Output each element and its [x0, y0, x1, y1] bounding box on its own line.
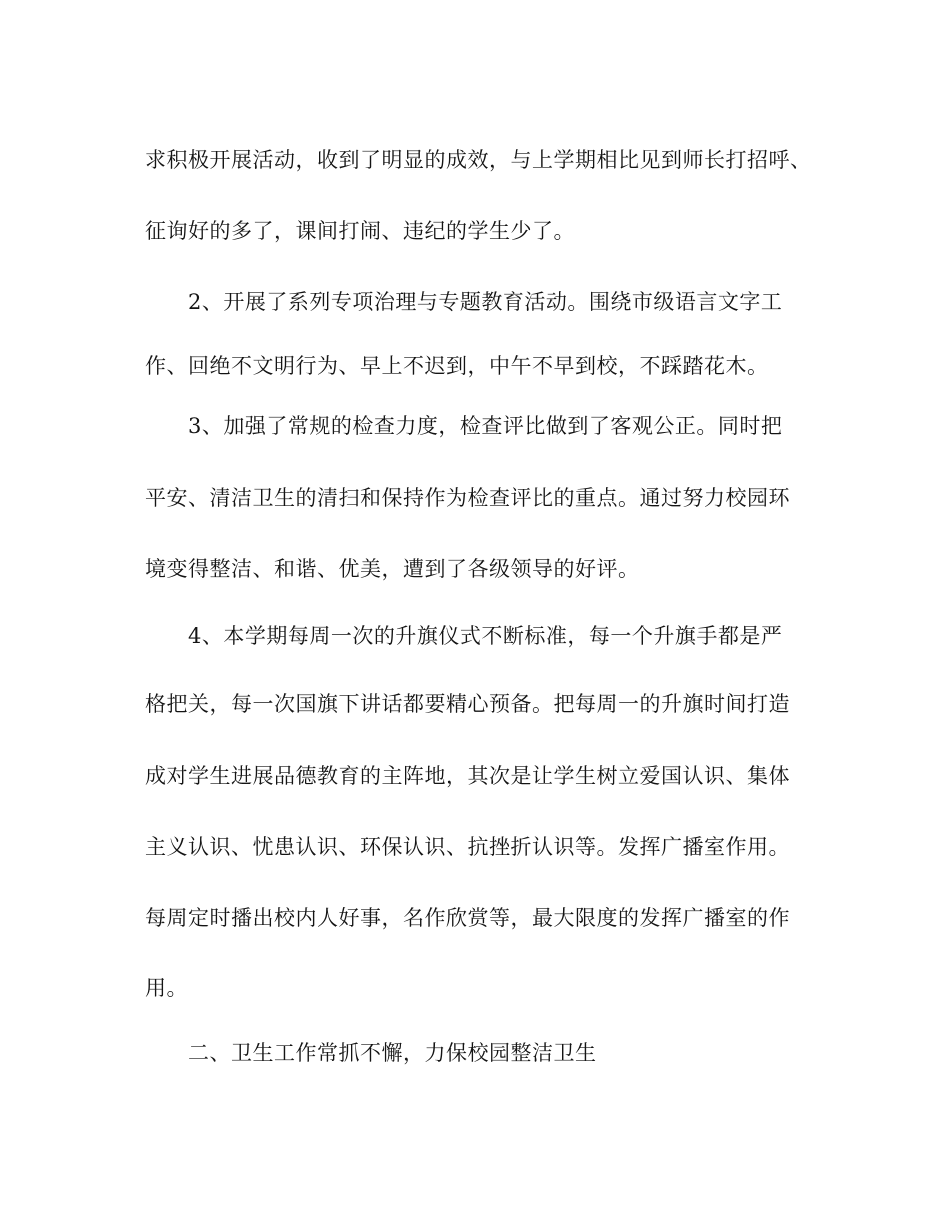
- paragraph-line: 3、加强了常规的检查力度，检查评比做到了客观公正。同时把: [188, 414, 783, 438]
- paragraph-line: 主义认识、忧患认识、环保认识、抗挫折认识等。发挥广播室作用。: [145, 835, 790, 859]
- paragraph-line: 成对学生进展品德教育的主阵地，其次是让学生树立爱国认识、集体: [145, 764, 790, 788]
- paragraph-line: 2、开展了系列专项治理与专题教育活动。围绕市级语言文字工: [188, 290, 783, 314]
- paragraph-line: 格把关，每一次国旗下讲话都要精心预备。把每周一的升旗时间打造: [145, 692, 790, 716]
- paragraph-line: 作、回绝不文明行为、早上不迟到，中午不早到校，不踩踏花木。: [145, 354, 769, 378]
- paragraph-line: 4、本学期每周一次的升旗仪式不断标准，每一个升旗手都是严: [188, 624, 783, 648]
- section-heading: 二、卫生工作常抓不懈，力保校园整洁卫生: [188, 1041, 597, 1065]
- paragraph-line: 平安、清洁卫生的清扫和保持作为检查评比的重点。通过努力校园环: [145, 486, 790, 510]
- paragraph-line: 用。: [145, 976, 188, 1000]
- paragraph-line: 每周定时播出校内人好事，名作欣赏等，最大限度的发挥广播室的作: [145, 906, 790, 930]
- paragraph-line: 求积极开展活动，收到了明显的成效，与上学期相比见到师长打招呼、: [145, 148, 812, 172]
- paragraph-line: 境变得整洁、和谐、优美，遭到了各级领导的好评。: [145, 557, 640, 581]
- paragraph-line: 征询好的多了，课间打闹、违纪的学生少了。: [145, 219, 575, 243]
